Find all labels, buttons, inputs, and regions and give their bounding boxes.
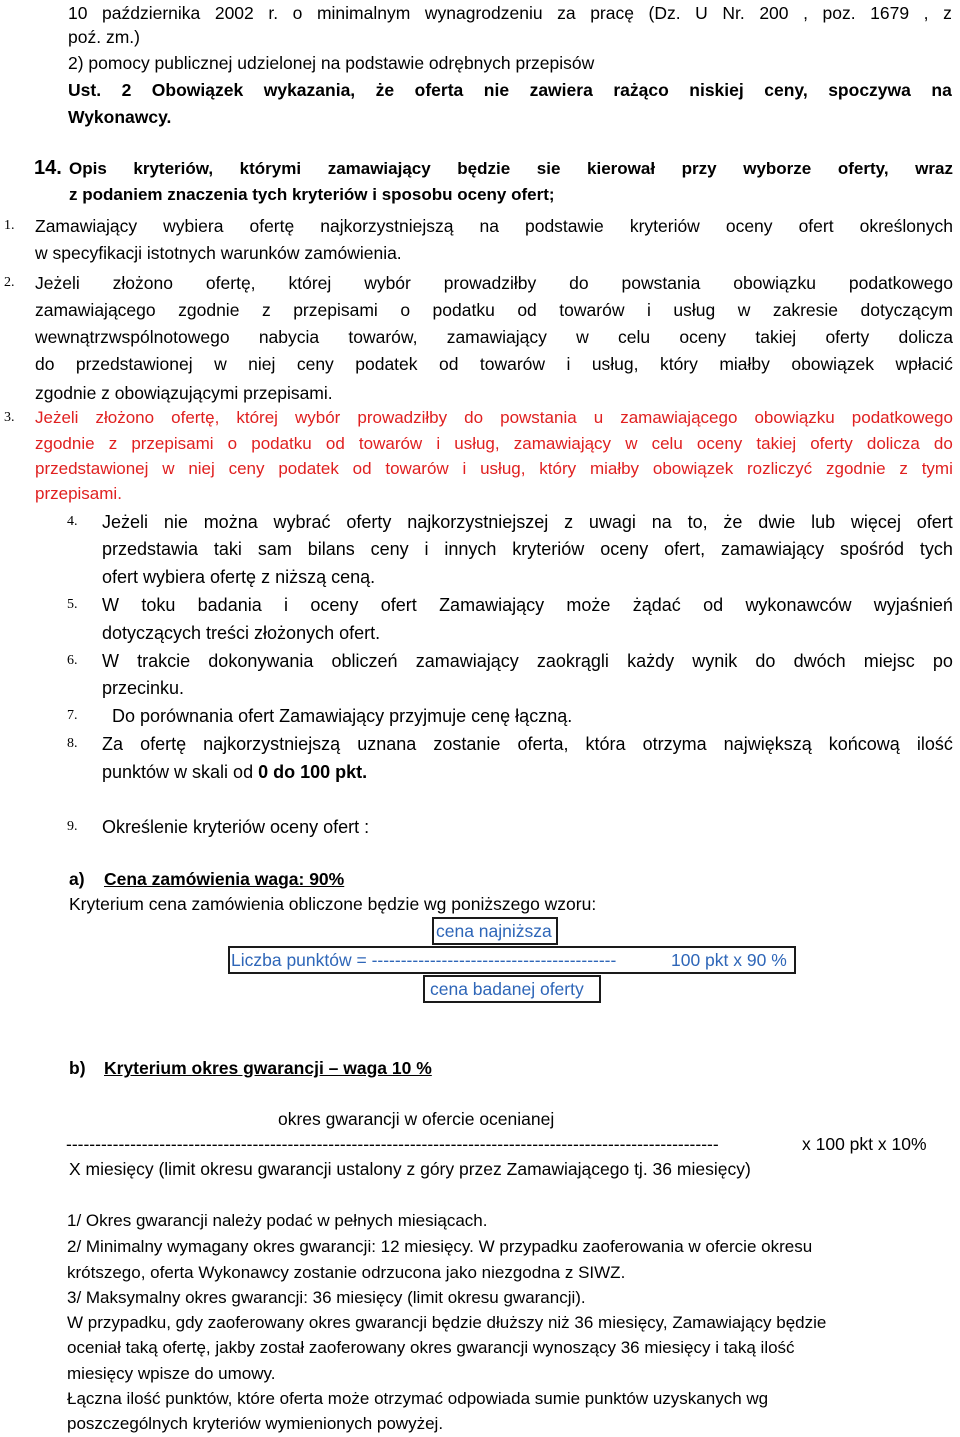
list-item-line (102, 509, 953, 535)
word: niej (188, 459, 215, 478)
note-line: Łączna ilość punktów, które oferta może otrzymać odpowiada sumie punktów uzyskanych wg (67, 1389, 769, 1408)
word: zamawiający (513, 434, 612, 453)
word: że (723, 512, 743, 532)
word: wykonawców (745, 595, 852, 615)
word: w (737, 300, 751, 320)
word: celu (618, 327, 651, 347)
word: badania (197, 595, 262, 615)
word: na (479, 216, 499, 236)
word: do (35, 354, 55, 374)
word: nabycia (258, 327, 320, 347)
word: oferty (346, 512, 392, 532)
word: usług, (480, 459, 526, 478)
list-item-line: zgodnie z obowiązującymi przepisami. (35, 383, 333, 403)
word: będzie (457, 159, 511, 178)
word: 200 (759, 3, 789, 23)
word: u (593, 408, 604, 427)
word: dwóch (793, 651, 846, 671)
word: niej (248, 354, 276, 374)
list-item-line (102, 731, 953, 757)
formula-numerator: okres gwarancji w ofercie ocenianej (278, 1109, 555, 1129)
word: która (585, 734, 626, 754)
word: dolicza (866, 434, 920, 453)
word: towarów (358, 434, 423, 453)
word: kryteriów, (133, 159, 214, 178)
list-number: 4. (67, 514, 78, 529)
word: tymi (921, 459, 953, 478)
word: usług, (454, 434, 500, 453)
word: wraz (915, 159, 953, 178)
word: lub (811, 512, 836, 532)
word: toku (141, 595, 176, 615)
formula-multiplier: x 100 pkt x 10% (802, 1134, 927, 1154)
word: ofert (798, 216, 834, 236)
text-line: poź. zm.) (68, 27, 140, 47)
word: i (566, 354, 571, 374)
word: której (236, 408, 278, 427)
formula-denominator: X miesięcy (limit okresu gwarancji ustalony z góry przez Zamawiającego tj. 36 miesięcy) (69, 1159, 751, 1179)
word: otrzyma (642, 734, 707, 754)
word: ceny, (764, 80, 808, 100)
word: października (102, 3, 201, 23)
word: niskiej (689, 80, 744, 100)
note-line: 1/ Okres gwarancji należy podać w pełnych miesiącach. (67, 1211, 488, 1230)
word: ofertę, (205, 273, 256, 293)
list-item-line: w specyfikacji istotnych warunków zamówienia. (35, 243, 402, 263)
criterion-intro: Kryterium cena zamówienia obliczone będzie wg poniższego wzoru: (69, 894, 597, 914)
word: taki (213, 539, 242, 559)
formula-denominator: cena badanej oferty (430, 979, 584, 999)
word: ceny (296, 354, 334, 374)
list-number: 3. (4, 410, 15, 425)
word: ilość (916, 734, 953, 754)
word: miałby (589, 459, 640, 478)
text-line (68, 0, 952, 26)
word: podatkowego (848, 273, 953, 293)
word: największą (723, 734, 812, 754)
word: 2002 (214, 3, 254, 23)
word: miejsc (863, 651, 915, 671)
word: podatku (432, 300, 495, 320)
word: przepisami (131, 434, 214, 453)
word: zawiera (529, 80, 593, 100)
list-item-line: ofert wybiera ofertę z niższą ceną. (102, 567, 376, 587)
word: oceny (679, 327, 727, 347)
word: Nr. (722, 3, 745, 23)
word: towarów, (348, 327, 418, 347)
word: spośród (839, 539, 904, 559)
word: oferty (825, 327, 870, 347)
word: w (625, 434, 638, 453)
criterion-label: a) (69, 869, 85, 889)
word: przy (681, 159, 717, 178)
word: 1679 (870, 3, 910, 23)
word: towarów (385, 459, 449, 478)
text-line-bold (68, 77, 952, 103)
list-item-line: Do porównania ofert Zamawiający przyjmuje cenę łączną. (112, 706, 573, 726)
list-number: 9. (67, 819, 78, 834)
note-line: miesięcy wpisze do umowy. (67, 1364, 276, 1383)
list-number: 7. (67, 708, 78, 723)
list-item-line (102, 759, 367, 785)
word: o (227, 434, 238, 453)
word: od (325, 434, 345, 453)
word: zakresie (772, 300, 839, 320)
word: może (566, 595, 611, 615)
word: końcową (828, 734, 900, 754)
word: U (695, 3, 708, 23)
word: ofert (380, 595, 417, 615)
word: zamawiający (415, 651, 519, 671)
formula-divider: ---------------------------------------------------------------------------------------------------------------- (66, 1134, 719, 1154)
word: z (108, 434, 118, 453)
formula-left: Liczba punktów = ------------------------------------------ (231, 950, 617, 970)
word: każdy (627, 651, 675, 671)
word: obowiązek (652, 459, 734, 478)
word: przedstawia (102, 539, 199, 559)
word: od (352, 459, 372, 478)
word: złożono (112, 273, 173, 293)
word: sam (257, 539, 292, 559)
note-line: 2/ Minimalny wymagany okres gwarancji: 12 miesięcy. W przypadku zaoferowania w ofercie okresu (67, 1237, 813, 1256)
word: że (375, 80, 395, 100)
word: do (933, 434, 953, 453)
word: zamawiający (721, 539, 825, 559)
word: obowiązku (754, 408, 835, 427)
word: obowiązku (733, 273, 816, 293)
word: rażąco (613, 80, 669, 100)
text-line-bold: Wykonawcy. (68, 107, 172, 127)
section-heading: z podaniem znaczenia tych kryteriów i sposobu oceny ofert; (69, 185, 555, 204)
word: podatek (355, 354, 418, 374)
word: w (576, 327, 589, 347)
word: do (755, 651, 776, 671)
word: z (261, 300, 271, 320)
word: usług (673, 300, 716, 320)
word: w (214, 354, 227, 374)
word: Zamawiający (439, 595, 545, 615)
word: Opis (69, 159, 107, 178)
word: oferty, (837, 159, 889, 178)
word: wewnątrzwspólnotowego (35, 327, 230, 347)
word: to, (687, 512, 708, 532)
word: zamawiającego (35, 300, 156, 320)
word: nie (163, 512, 188, 532)
word: zaokrągli (536, 651, 609, 671)
list-item-line (35, 351, 953, 377)
word: miałby (719, 354, 770, 374)
word: kryteriów (512, 539, 585, 559)
word: oferty (810, 434, 853, 453)
word: ofertę (140, 734, 187, 754)
list-item-line (35, 213, 953, 239)
word: r. (268, 3, 279, 23)
word: który (539, 459, 577, 478)
word: można (203, 512, 258, 532)
word: Zamawiający (35, 216, 138, 236)
word: tych (919, 539, 953, 559)
word: na (651, 512, 672, 532)
word: bilans (307, 539, 355, 559)
word: dwie (758, 512, 796, 532)
word: Jeżeli (102, 512, 149, 532)
word: wyjaśnień (873, 595, 953, 615)
word: obowiązek (791, 354, 875, 374)
word: wybór (294, 408, 341, 427)
word: Obowiązek (151, 80, 244, 100)
word: uznana (357, 734, 417, 754)
list-item-line: dotyczących treści złożonych ofert. (102, 623, 381, 643)
word: powstania (500, 408, 577, 427)
text-line: 2) pomocy publicznej udzielonej na podstawie odrębnych przepisów (68, 53, 595, 73)
criterion-label: b) (69, 1058, 86, 1078)
word: dokonywania (208, 651, 314, 671)
word: trakcie (137, 651, 191, 671)
word: towarów (479, 354, 546, 374)
word: Jeżeli (35, 408, 79, 427)
word: przedstawionej (75, 354, 193, 374)
word: po (932, 651, 953, 671)
word: najkorzystniejszą (320, 216, 454, 236)
word: podatek (278, 459, 339, 478)
word: i (284, 595, 289, 615)
word: Ust. (68, 80, 102, 100)
note-line: oceniał taką ofertę, jakby został zaoferowany okres gwarancji wynoszący 36 miesięcy i taką ilość (67, 1338, 795, 1357)
word: i (646, 300, 651, 320)
word: który (659, 354, 698, 374)
word: pracę (590, 3, 634, 23)
list-number: 1. (4, 218, 15, 233)
word: podatku (251, 434, 312, 453)
word: spoczywa (828, 80, 911, 100)
word: od (703, 595, 724, 615)
word: i (424, 539, 429, 559)
word: złożono (95, 408, 155, 427)
word: dolicza (898, 327, 953, 347)
word: zamawiający (327, 159, 431, 178)
word: dotyczącym (860, 300, 953, 320)
word: na (931, 80, 952, 100)
word: przepisami (293, 300, 378, 320)
word: wynik (692, 651, 738, 671)
list-number: 6. (67, 653, 78, 668)
word: w (162, 459, 175, 478)
word: do (464, 408, 484, 427)
word: wyborze (743, 159, 812, 178)
word: 2 (121, 80, 132, 100)
word: Za (102, 734, 124, 754)
list-number: 2. (4, 275, 15, 290)
word: oceny (310, 595, 359, 615)
word: ofertę (249, 216, 295, 236)
word: ofert (916, 512, 953, 532)
list-item-line-red (35, 405, 953, 431)
word: wpłacić (895, 354, 953, 374)
word: towarów (559, 300, 625, 320)
text-span: punktów w skali od (102, 762, 259, 782)
word: W (102, 595, 119, 615)
criterion-title: Kryterium okres gwarancji – waga 10 % (104, 1058, 432, 1078)
word: takiej (756, 434, 797, 453)
word: zamawiającego (620, 408, 738, 427)
word: oferta, (517, 734, 569, 754)
word: o (400, 300, 411, 320)
word: kierował (587, 159, 656, 178)
word: uwagi (588, 512, 636, 532)
word: żądać (632, 595, 681, 615)
word: wybiera (163, 216, 224, 236)
word: od (438, 354, 459, 374)
list-item-line (102, 648, 953, 674)
word: oceny (600, 539, 649, 559)
word: o (292, 3, 303, 23)
word: minimalnym (316, 3, 411, 23)
word: za (557, 3, 576, 23)
word: W (102, 651, 119, 671)
word: do (569, 273, 589, 293)
word: oceny (696, 434, 743, 453)
word: podatkowego (851, 408, 953, 427)
note-line: poszczególnych kryteriów wymienionych powyżej. (67, 1414, 444, 1433)
word: oceny (725, 216, 773, 236)
word: (Dz. (648, 3, 681, 23)
section-heading (69, 156, 953, 182)
bold-span: 0 do 100 pkt. (258, 762, 368, 782)
word: wykazania, (263, 80, 356, 100)
word: zgodnie (178, 300, 240, 320)
word: zamawiający (446, 327, 547, 347)
word: i (436, 434, 441, 453)
note-line: W przypadku, gdy zaoferowany okres gwarancji będzie dłuższy niż 36 miesięcy, Zamawiający będzie (67, 1313, 827, 1332)
list-number: 5. (67, 597, 78, 612)
word: określonych (859, 216, 953, 236)
word: ceny (228, 459, 265, 478)
word: zostanie (433, 734, 501, 754)
word: powstania (621, 273, 701, 293)
word: ofert, (664, 539, 706, 559)
section-number: 14. (34, 157, 62, 179)
word: zgodnie (826, 459, 886, 478)
word: rozliczyć (747, 459, 813, 478)
word: prowadziłby (357, 408, 448, 427)
word: celu (651, 434, 683, 453)
word: obliczeń (331, 651, 398, 671)
word: z (943, 3, 952, 23)
list-item-line-red (35, 456, 953, 482)
word: ceny (370, 539, 409, 559)
word: z (564, 512, 574, 532)
word: oferta (414, 80, 464, 100)
list-item-line (35, 297, 953, 323)
list-item-line-red (35, 431, 953, 457)
word: od (517, 300, 537, 320)
word: i (462, 459, 467, 478)
list-number: 8. (67, 736, 78, 751)
word: 10 (68, 3, 88, 23)
word: najkorzystniejszą (203, 734, 341, 754)
list-item-line: Określenie kryteriów oceny ofert : (102, 817, 370, 837)
word: którymi (239, 159, 302, 178)
word: zgodnie (35, 434, 95, 453)
word: kryteriów (629, 216, 700, 236)
list-item-line: przecinku. (102, 678, 185, 698)
word: której (288, 273, 332, 293)
word: nie (483, 80, 510, 100)
list-item-line (35, 270, 953, 296)
word: usług, (591, 354, 639, 374)
word: takiej (755, 327, 797, 347)
list-item-line (102, 592, 953, 618)
word: z (899, 459, 908, 478)
word: wynagrodzeniu (424, 3, 543, 23)
list-item-line (35, 324, 953, 350)
word: ofertę, (171, 408, 220, 427)
word: więcej (850, 512, 901, 532)
note-line: 3/ Maksymalny okres gwarancji: 36 miesięcy (limit okresu gwarancji). (67, 1288, 586, 1307)
word: podstawie (524, 216, 604, 236)
word: Jeżeli (35, 273, 80, 293)
formula-numerator: cena najniższa (436, 921, 552, 941)
note-line: krótszego, oferta Wykonawcy zostanie odrzucona jako niezgodna z SIWZ. (67, 1263, 626, 1282)
word: najkorzystniejszej (407, 512, 549, 532)
formula-right: 100 pkt x 90 % (671, 950, 787, 970)
word: prowadziłby (443, 273, 537, 293)
word: sie (536, 159, 561, 178)
word: wybór (364, 273, 411, 293)
word: poz. (822, 3, 856, 23)
word: , (803, 3, 808, 23)
list-item-line (102, 536, 953, 562)
word: przedstawionej (35, 459, 149, 478)
criterion-title: Cena zamówienia waga: 90% (104, 869, 345, 889)
word: wybrać (273, 512, 331, 532)
list-item-line-red: przepisami. (35, 484, 122, 503)
word: , (923, 3, 929, 23)
word: innych (444, 539, 497, 559)
